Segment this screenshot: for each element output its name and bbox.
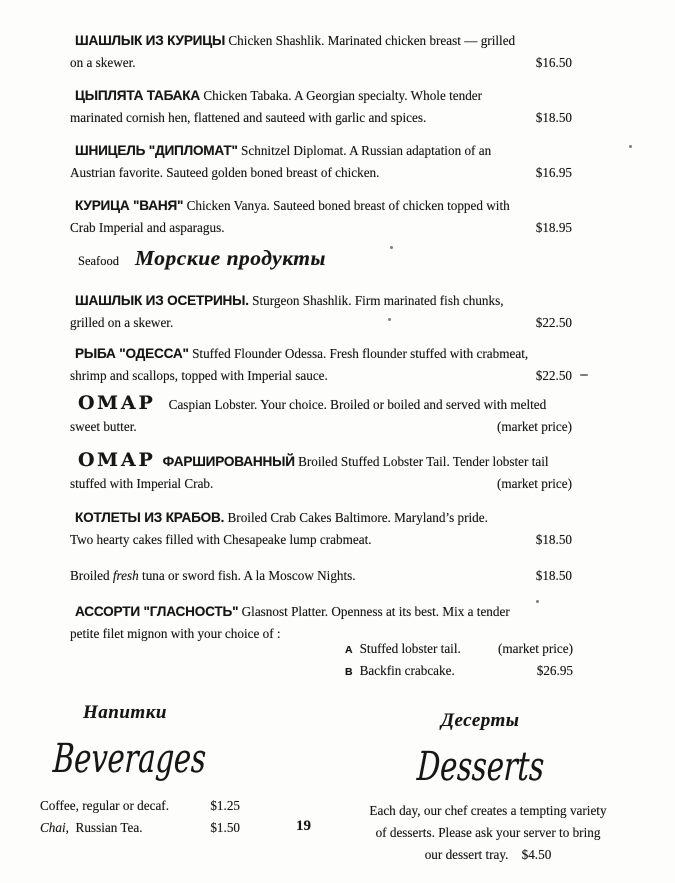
glasnost-choice-b [345,663,573,680]
item-description: marinated cornish hen, flattened and sauteed with garlic and spices. [70,110,427,125]
item-description [70,568,356,583]
item-line [70,110,572,125]
menu-item-sturgeon-shashlik [70,293,572,330]
menu-item-flounder-odessa [70,346,572,383]
item-name-ru: ФАРШИРОВАННЫЙ [162,454,295,469]
item-price: (market price) [496,419,572,434]
item-line [70,476,572,491]
item-description: Schnitzel Diplomat. A Russian adaptation of an [241,143,492,158]
item-line [70,532,572,547]
item-price: $18.50 [535,532,572,547]
menu-item-schnitzel-diplomat [70,143,572,180]
item-description: sweet butter. [70,419,137,434]
item-line [70,510,572,525]
menu-item-chicken-vanya [70,198,572,235]
item-description: Crab Imperial and asparagus. [70,220,225,235]
beverages-title-ru: Напитки [83,702,167,723]
scan-speck [388,318,391,321]
item-line [70,604,572,619]
scan-speck [390,246,393,249]
section-title-ru: Морские продукты [134,246,326,270]
beverage-label: Coffee, regular or decaf. [40,798,169,813]
item-name-ru: ШНИЦЕЛЬ "ДИПЛОМАТ" [75,143,238,158]
item-description: Glasnost Platter. Openness at its best. Mix a tender [241,604,510,619]
desserts-line: of desserts. Please ask your server to bring [375,825,601,840]
item-price: $18.50 [535,110,572,125]
item-description: Broiled Stuffed Lobster Tail. Tender lobster tail [298,454,549,469]
item-price: $16.95 [535,165,572,180]
desserts-paragraph [350,800,626,866]
item-description-italic: fresh [112,568,139,583]
item-description-part: tuna or sword fish. A la Moscow Nights. [138,568,356,583]
scan-speck [580,374,588,376]
desserts-title-ru: Десерты [441,710,520,731]
desserts-line: Each day, our chef creates a tempting variety [369,803,607,818]
item-line [70,346,572,361]
item-line [70,392,572,414]
beverage-label-italic: Chai, [40,820,69,835]
item-price: $22.50 [535,368,572,383]
choice-text: Backfin crabcake. [359,663,455,678]
item-description: stuffed with Imperial Crab. [70,476,214,491]
item-description: Caspian Lobster. Your choice. Broiled or boiled and served with melted [168,397,547,412]
item-price: $16.50 [535,55,572,70]
menu-item-chicken-shashlik [70,33,572,70]
section-header-seafood [78,246,326,271]
item-line [70,449,572,471]
menu-item-caspian-lobster [70,392,572,434]
choice-price: $26.95 [536,663,573,678]
page-number: 19 [296,818,311,834]
item-description: Sturgeon Shashlik. Firm marinated fish chunks, [252,293,504,308]
choice-letter: A [345,644,353,656]
menu-item-chicken-tabaka [70,88,572,125]
item-description: Chicken Shashlik. Marinated chicken breast — grilled [228,33,516,48]
item-name-ru: ШАШЛЫК ИЗ ОСЕТРИНЫ. [75,293,249,308]
item-line [70,143,572,158]
item-line [70,315,572,330]
item-line [70,568,572,583]
menu-item-glasnost-platter [70,604,572,641]
item-line [70,419,572,434]
choice-text: Stuffed lobster tail. [359,641,461,656]
beverage-label [40,820,143,836]
menu-item-crab-cakes [70,510,572,547]
section-label-en: Seafood [78,254,119,268]
item-line [70,626,572,641]
item-description: Chicken Vanya. Sauteed boned breast of chicken topped with [186,198,510,213]
item-description: shrimp and scallops, topped with Imperial sauce. [70,368,328,383]
item-description-part: Broiled [70,568,113,583]
item-name-ru: ЦЫПЛЯТА ТАБАКА [75,88,201,103]
item-name-ru: КУРИЦА "ВАНЯ" [75,198,184,213]
item-price: $18.50 [535,568,572,583]
item-line [70,165,572,180]
item-description: Austrian favorite. Sauteed golden boned breast of chicken. [70,165,380,180]
item-name-ru: ОМАР [78,392,156,414]
item-description: Stuffed Flounder Odessa. Fresh flounder stuffed with crabmeat, [192,346,529,361]
item-line [70,88,572,103]
item-name-ru: АССОРТИ "ГЛАСНОСТЬ" [75,604,239,619]
item-line [70,220,572,235]
beverage-row-chai [40,820,240,836]
item-line [70,55,572,70]
menu-item-tuna-swordfish [70,568,572,583]
beverage-price: $1.25 [210,798,240,813]
beverage-row-coffee [40,798,240,814]
item-description: on a skewer. [70,55,136,70]
menu-item-stuffed-lobster-tail [70,449,572,491]
choice-price: (market price) [497,641,573,656]
item-line [70,33,572,48]
item-name-ru: КОТЛЕТЫ ИЗ КРАБОВ. [75,510,225,525]
item-price: $22.50 [535,315,572,330]
item-price: (market price) [496,476,572,491]
item-name-ru: ОМАР [78,449,156,471]
item-name-ru: РЫБА "ОДЕССА" [75,346,189,361]
choice-letter: B [345,666,353,678]
item-line [70,198,572,213]
beverage-price: $1.50 [210,820,240,835]
beverages-title-script: Beverages [52,736,208,782]
scan-speck [536,600,539,603]
glasnost-choice-a [345,641,573,658]
item-description: Broiled Crab Cakes Baltimore. Maryland’s pride. [227,510,488,525]
item-line [70,368,572,383]
beverage-label-rest: Russian Tea. [68,820,143,835]
desserts-title-script: Desserts [416,744,546,790]
item-description: petite filet mignon with your choice of : [70,626,281,641]
desserts-line: our dessert tray. $4.50 [424,847,552,862]
scan-speck [629,145,632,148]
item-name-ru: ШАШЛЫК ИЗ КУРИЦЫ [75,33,226,48]
item-line [70,293,572,308]
item-description: Two hearty cakes filled with Chesapeake lump crabmeat. [70,532,372,547]
item-description: grilled on a skewer. [70,315,174,330]
item-description: Chicken Tabaka. A Georgian specialty. Whole tender [203,88,483,103]
item-price: $18.95 [535,220,572,235]
